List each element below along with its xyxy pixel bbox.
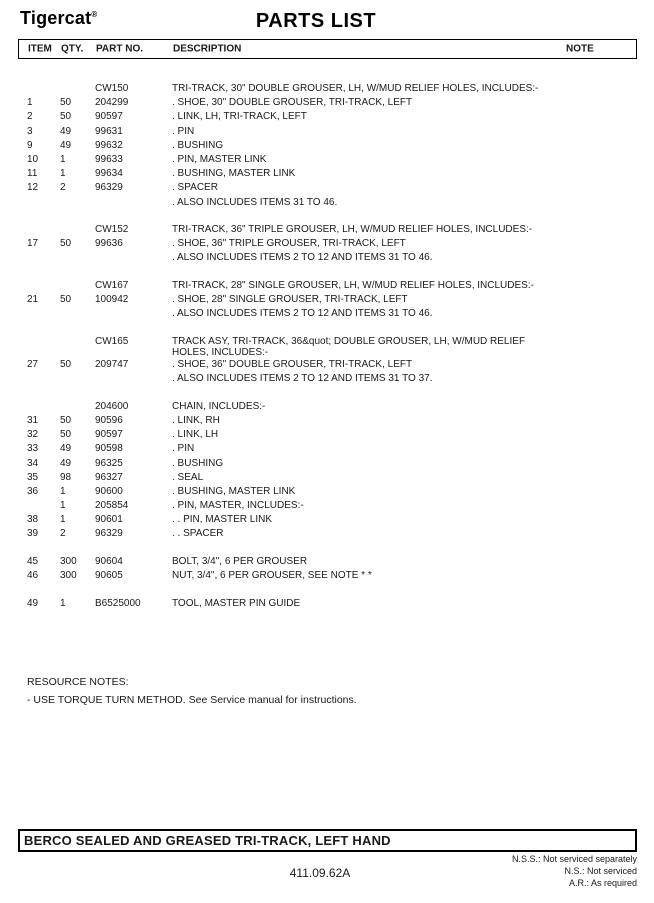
table-row bbox=[0, 223, 654, 237]
cell-qty: 50 bbox=[60, 111, 72, 123]
cell-item: 2 bbox=[27, 111, 33, 123]
cell-item: 27 bbox=[27, 358, 39, 370]
cell-item: 12 bbox=[27, 182, 39, 194]
table-row bbox=[0, 196, 654, 210]
table-row bbox=[0, 293, 654, 307]
table-row bbox=[0, 400, 654, 414]
col-header-part-no: PART NO. bbox=[96, 43, 144, 55]
cell-item: 35 bbox=[27, 471, 39, 483]
cell-part-no: 100942 bbox=[95, 294, 129, 306]
cell-description: . PIN, MASTER LINK bbox=[172, 153, 267, 165]
document-number: 411.09.62A bbox=[289, 866, 351, 880]
table-row bbox=[0, 555, 654, 569]
cell-description: . SHOE, 36" TRIPLE GROUSER, TRI-TRACK, LEFT bbox=[172, 238, 406, 250]
cell-item: 1 bbox=[27, 97, 33, 109]
table-row bbox=[0, 471, 654, 485]
cell-part-no: 96325 bbox=[95, 457, 123, 469]
legend-nss: N.S.S.: Not serviced separately bbox=[511, 854, 637, 864]
cell-description: NUT, 3/4", 6 PER GROUSER, SEE NOTE * * bbox=[172, 570, 372, 582]
cell-part-no: 99634 bbox=[95, 168, 123, 180]
cell-part-no: 99632 bbox=[95, 139, 123, 151]
cell-part-no: CW165 bbox=[95, 335, 129, 347]
cell-description: . SPACER bbox=[172, 182, 218, 194]
table-row bbox=[0, 372, 654, 386]
cell-qty: 1 bbox=[60, 514, 66, 526]
table-body bbox=[0, 82, 654, 611]
table-row bbox=[0, 527, 654, 541]
cell-item: 3 bbox=[27, 125, 33, 137]
registered-trademark-icon: ® bbox=[91, 10, 98, 19]
cell-item: 46 bbox=[27, 570, 39, 582]
cell-description: . SHOE, 28" SINGLE GROUSER, TRI-TRACK, LEFT bbox=[172, 294, 408, 306]
resource-notes-line: - USE TORQUE TURN METHOD. See Service manual for instructions. bbox=[27, 693, 357, 706]
cell-part-no: 99631 bbox=[95, 125, 123, 137]
cell-description: . LINK, RH bbox=[172, 414, 220, 426]
col-header-qty: QTY. bbox=[61, 43, 84, 55]
table-row bbox=[0, 125, 654, 139]
cell-qty: 300 bbox=[60, 556, 77, 568]
cell-item: 9 bbox=[27, 139, 33, 151]
cell-description: . ALSO INCLUDES ITEMS 2 TO 12 AND ITEMS 31 TO 37. bbox=[172, 373, 433, 385]
resource-notes bbox=[27, 674, 357, 709]
cell-item: 49 bbox=[27, 597, 39, 609]
cell-qty: 2 bbox=[60, 528, 66, 540]
table-row bbox=[0, 181, 654, 195]
cell-description: . SHOE, 30" DOUBLE GROUSER, TRI-TRACK, LEFT bbox=[172, 97, 413, 109]
cell-qty: 1 bbox=[60, 597, 66, 609]
cell-item: 32 bbox=[27, 429, 39, 441]
cell-description: . ALSO INCLUDES ITEMS 2 TO 12 AND ITEMS 31 TO 46. bbox=[172, 252, 433, 264]
cell-part-no: 209747 bbox=[95, 358, 129, 370]
cell-item: 31 bbox=[27, 414, 39, 426]
cell-qty: 50 bbox=[60, 429, 72, 441]
cell-qty: 50 bbox=[60, 97, 72, 109]
cell-description: TRACK ASY, TRI-TRACK, 36&quot; DOUBLE GROUSER, LH, W/MUD RELIEF HOLES, INCLUDES:- bbox=[172, 335, 526, 358]
cell-qty: 1 bbox=[60, 485, 66, 497]
table-row bbox=[0, 153, 654, 167]
cell-description: . BUSHING bbox=[172, 139, 224, 151]
page-title: PARTS LIST bbox=[255, 10, 377, 32]
table-row bbox=[0, 335, 654, 358]
table-row bbox=[0, 499, 654, 513]
table-row bbox=[0, 442, 654, 456]
cell-description: . ALSO INCLUDES ITEMS 2 TO 12 AND ITEMS 31 TO 46. bbox=[172, 308, 433, 320]
table-row bbox=[0, 251, 654, 265]
cell-part-no: 90598 bbox=[95, 443, 123, 455]
cell-part-no: 90605 bbox=[95, 570, 123, 582]
legend-ar: A.R.: As required bbox=[568, 878, 637, 888]
cell-description: TRI-TRACK, 36" TRIPLE GROUSER, LH, W/MUD RELIEF HOLES, INCLUDES:- bbox=[172, 224, 533, 236]
cell-item: 36 bbox=[27, 485, 39, 497]
table-row bbox=[0, 428, 654, 442]
resource-notes-title: RESOURCE NOTES: bbox=[27, 676, 129, 688]
cell-qty: 1 bbox=[60, 168, 66, 180]
cell-description: TRI-TRACK, 30" DOUBLE GROUSER, LH, W/MUD RELIEF HOLES, INCLUDES:- bbox=[172, 83, 539, 94]
table-row bbox=[0, 167, 654, 181]
col-header-note: NOTE bbox=[566, 43, 594, 55]
cell-part-no: 90597 bbox=[95, 429, 123, 441]
cell-part-no: 99633 bbox=[95, 153, 123, 165]
cell-description: . . SPACER bbox=[172, 528, 224, 540]
table-row bbox=[0, 597, 654, 611]
cell-qty: 49 bbox=[60, 139, 72, 151]
cell-description: TRI-TRACK, 28" SINGLE GROUSER, LH, W/MUD RELIEF HOLES, INCLUDES:- bbox=[172, 280, 534, 292]
table-header bbox=[18, 39, 637, 59]
table-row bbox=[0, 457, 654, 471]
cell-qty: 49 bbox=[60, 457, 72, 469]
cell-part-no: 204299 bbox=[95, 97, 129, 109]
table-row bbox=[0, 414, 654, 428]
cell-part-no: CW152 bbox=[95, 224, 129, 236]
table-row bbox=[0, 237, 654, 251]
col-header-description: DESCRIPTION bbox=[173, 43, 242, 55]
col-header-item: ITEM bbox=[28, 43, 52, 55]
cell-part-no: 96329 bbox=[95, 528, 123, 540]
cell-part-no: 90601 bbox=[95, 514, 123, 526]
cell-part-no: 96329 bbox=[95, 182, 123, 194]
cell-part-no: B6525000 bbox=[95, 597, 141, 609]
cell-description: . SHOE, 36" DOUBLE GROUSER, TRI-TRACK, LEFT bbox=[172, 358, 413, 370]
cell-qty: 1 bbox=[60, 500, 66, 512]
cell-qty: 49 bbox=[60, 443, 72, 455]
cell-part-no: 96327 bbox=[95, 471, 123, 483]
table-row bbox=[0, 82, 654, 96]
cell-description: . SEAL bbox=[172, 471, 204, 483]
cell-qty: 2 bbox=[60, 182, 66, 194]
cell-description: . BUSHING, MASTER LINK bbox=[172, 485, 296, 497]
tigercat-logo-text: Tigercat bbox=[20, 8, 92, 28]
cell-description: BOLT, 3/4", 6 PER GROUSER bbox=[172, 556, 308, 568]
cell-description: . PIN bbox=[172, 125, 195, 137]
cell-qty: 50 bbox=[60, 358, 72, 370]
cell-qty: 50 bbox=[60, 238, 72, 250]
cell-qty: 1 bbox=[60, 153, 66, 165]
table-row bbox=[0, 110, 654, 124]
cell-part-no: 205854 bbox=[95, 500, 129, 512]
cell-part-no: 90604 bbox=[95, 556, 123, 568]
cell-qty: 98 bbox=[60, 471, 72, 483]
cell-item: 38 bbox=[27, 514, 39, 526]
cell-qty: 50 bbox=[60, 414, 72, 426]
cell-description: CHAIN, INCLUDES:- bbox=[172, 400, 266, 412]
cell-part-no: 90597 bbox=[95, 111, 123, 123]
cell-description: . . PIN, MASTER LINK bbox=[172, 514, 273, 526]
cell-part-no: 204600 bbox=[95, 400, 129, 412]
cell-qty: 49 bbox=[60, 125, 72, 137]
cell-part-no: 99636 bbox=[95, 238, 123, 250]
cell-part-no: CW150 bbox=[95, 83, 129, 94]
table-row bbox=[0, 513, 654, 527]
cell-item: 39 bbox=[27, 528, 39, 540]
legend-ns: N.S.: Not serviced bbox=[564, 866, 637, 876]
cell-item: 33 bbox=[27, 443, 39, 455]
cell-description: . LINK, LH, TRI-TRACK, LEFT bbox=[172, 111, 307, 123]
cell-item: 11 bbox=[27, 168, 38, 180]
cell-description: . LINK, LH bbox=[172, 429, 219, 441]
cell-item: 21 bbox=[27, 294, 39, 306]
table-row bbox=[0, 279, 654, 293]
assembly-title-box bbox=[18, 829, 637, 852]
cell-description: . PIN bbox=[172, 443, 195, 455]
table-row bbox=[0, 139, 654, 153]
cell-item: 45 bbox=[27, 556, 39, 568]
table-row bbox=[0, 96, 654, 110]
cell-description: . BUSHING bbox=[172, 457, 224, 469]
cell-part-no: 90600 bbox=[95, 485, 123, 497]
cell-item: 17 bbox=[27, 238, 39, 250]
cell-part-no: 90596 bbox=[95, 414, 123, 426]
cell-item: 34 bbox=[27, 457, 39, 469]
table-row bbox=[0, 569, 654, 583]
cell-item: 10 bbox=[27, 153, 39, 165]
cell-description: . BUSHING, MASTER LINK bbox=[172, 168, 296, 180]
cell-description: TOOL, MASTER PIN GUIDE bbox=[172, 597, 301, 609]
table-row bbox=[0, 358, 654, 372]
table-row bbox=[0, 485, 654, 499]
cell-description: . PIN, MASTER, INCLUDES:- bbox=[172, 500, 304, 512]
table-row bbox=[0, 307, 654, 321]
cell-description: . ALSO INCLUDES ITEMS 31 TO 46. bbox=[172, 196, 338, 208]
cell-qty: 50 bbox=[60, 294, 72, 306]
assembly-title: BERCO SEALED AND GREASED TRI-TRACK, LEFT HAND bbox=[24, 833, 391, 848]
cell-qty: 300 bbox=[60, 570, 77, 582]
cell-part-no: CW167 bbox=[95, 280, 129, 292]
